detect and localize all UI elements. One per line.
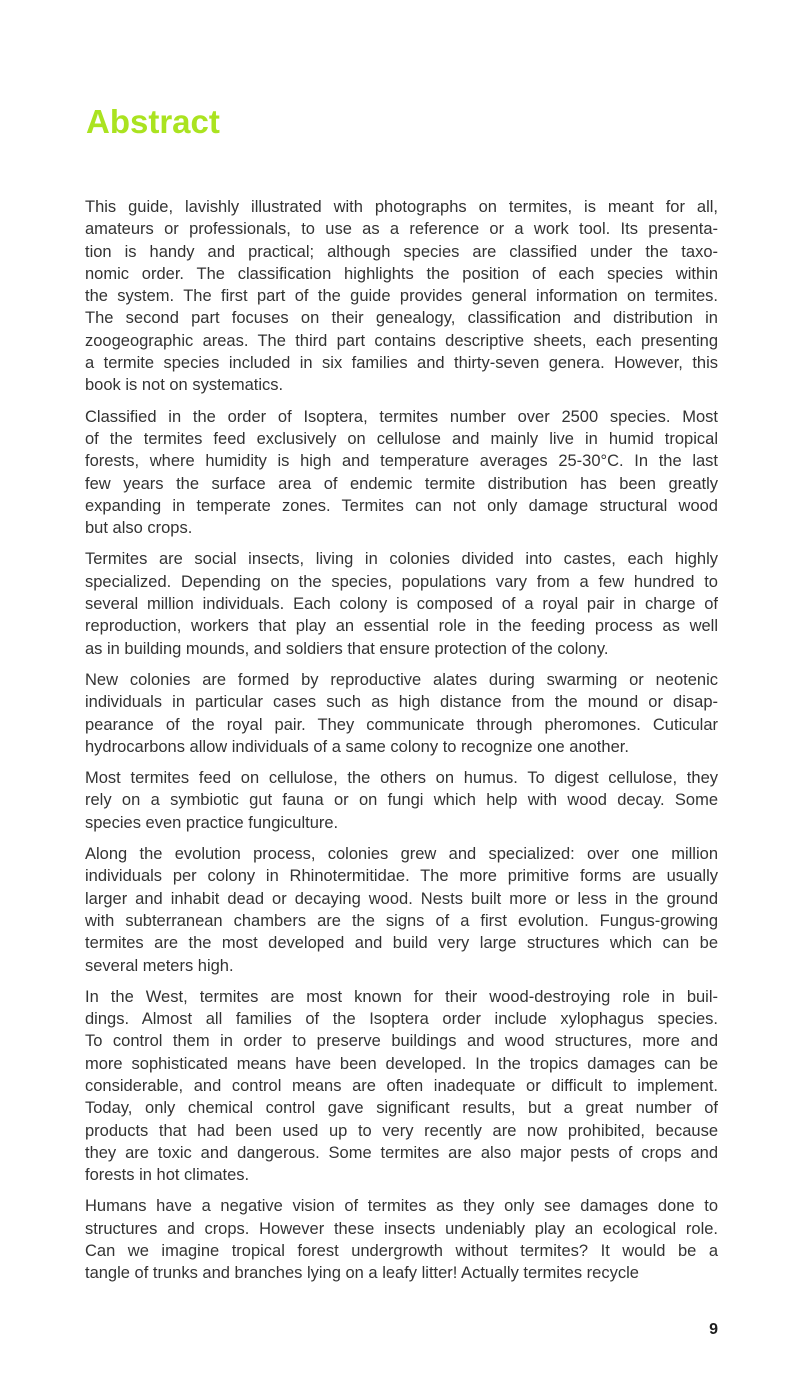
paragraph-line: they are toxic and dangerous. Some termites are also major pests of crops and [85,1143,718,1162]
paragraph-line: reproduction, workers that play an essential role in the feeding process as well [85,617,718,636]
paragraph-line: termites are the most developed and build very large structures which can be [85,934,718,953]
paragraph-line: few years the surface area of endemic termite distribution has been greatly [85,474,718,493]
paragraph-line: dings. Almost all families of the Isoptera order include xylophagus species. [85,1010,718,1029]
paragraph-line: a termite species included in six families and thirty-seven genera. However, this [85,354,718,373]
paragraph-line: structures and crops. However these insects undeniably play an ecological role. [85,1219,718,1238]
page-number: 9 [709,1321,718,1338]
paragraph-line: This guide, lavishly illustrated with photographs on termites, is meant for all, [85,198,718,216]
paragraph-line: Most termites feed on cellulose, the others on humus. To digest cellulose, they [85,769,718,788]
paragraph-line: Termites are social insects, living in colonies divided into castes, each highly [85,550,718,569]
paragraph [85,196,718,397]
paragraph-line: pearance of the royal pair. They communicate through pheromones. Cuticular [85,715,718,734]
paragraph-line: The second part focuses on their genealogy, classification and distribution in [85,309,718,328]
paragraph [85,669,718,758]
paragraph-line: tangle of trunks and branches lying on a leafy litter! Actually termites recycle [85,1264,639,1283]
paragraph-line: zoogeographic areas. The third part contains descriptive sheets, each presenting [85,331,718,350]
paragraph-line: individuals per colony in Rhinotermitidae. The more primitive forms are usually [85,867,718,886]
paragraph-line: tion is handy and practical; although species are classified under the taxo- [85,242,718,261]
paragraph-line: Along the evolution process, colonies grew and specialized: over one million [85,845,718,864]
paragraph-line: amateurs or professionals, to use as a reference or a work tool. Its presenta- [85,220,718,239]
abstract-body [85,196,718,1294]
paragraph-line: considerable, and control means are often inadequate or difficult to implement. [85,1076,718,1095]
paragraph-line: forests, where humidity is high and temperature averages 25-30°C. In the last [85,452,718,471]
paragraph [85,767,718,834]
paragraph-line: To control them in order to preserve buildings and wood structures, more and [85,1032,718,1051]
paragraph-line: species even practice fungiculture. [85,813,339,832]
paragraph-line: Can we imagine tropical forest undergrowth without termites? It would be a [85,1242,718,1261]
paragraph-line: New colonies are formed by reproductive alates during swarming or neotenic [85,670,718,689]
paragraph [85,843,718,977]
paragraph-line: Humans have a negative vision of termites as they only see damages done to [85,1197,718,1216]
paragraph-line: forests in hot climates. [85,1166,250,1185]
paragraph-line: with subterranean chambers are the signs of a first evolution. Fungus-growing [85,911,718,930]
paragraph-line: the system. The first part of the guide provides general information on termites. [85,287,718,306]
paragraph-line: larger and inhabit dead or decaying wood. Nests built more or less in the ground [85,889,718,908]
paragraph-line: Today, only chemical control gave significant results, but a great number of [85,1099,718,1118]
paragraph-line: book is not on systematics. [85,376,284,395]
paragraph-line: individuals in particular cases such as high distance from the mound or disap- [85,693,718,712]
paragraph-line: Classified in the order of Isoptera, termites number over 2500 species. Most [85,407,718,426]
paragraph-line: as in building mounds, and soldiers that ensure protection of the colony. [85,639,609,658]
paragraph [85,986,718,1187]
paragraph-line: several meters high. [85,956,234,975]
paragraph [85,548,718,659]
paragraph-line: specialized. Depending on the species, populations vary from a few hundred to [85,572,718,591]
paragraph-line: In the West, termites are most known for their wood-destroying role in buil- [85,987,718,1006]
paragraph-line: several million individuals. Each colony is composed of a royal pair in charge of [85,595,718,614]
paragraph-line: expanding in temperate zones. Termites can not only damage structural wood [85,496,718,515]
paragraph-line: rely on a symbiotic gut fauna or on fungi which help with wood decay. Some [85,791,718,810]
paragraph-line: nomic order. The classification highlights the position of each species within [85,264,718,283]
page-title: Abstract [86,103,220,140]
paragraph [85,1195,718,1284]
page-footer [85,1321,718,1339]
paragraph-line: but also crops. [85,519,193,538]
paragraph-line: products that had been used up to very recently are now prohibited, because [85,1121,718,1140]
paragraph [85,406,718,540]
paragraph-line: of the termites feed exclusively on cellulose and mainly live in humid tropical [85,429,718,448]
paragraph-line: more sophisticated means have been developed. In the tropics damages can be [85,1054,718,1073]
paragraph-line: hydrocarbons allow individuals of a same colony to recognize one another. [85,737,629,756]
